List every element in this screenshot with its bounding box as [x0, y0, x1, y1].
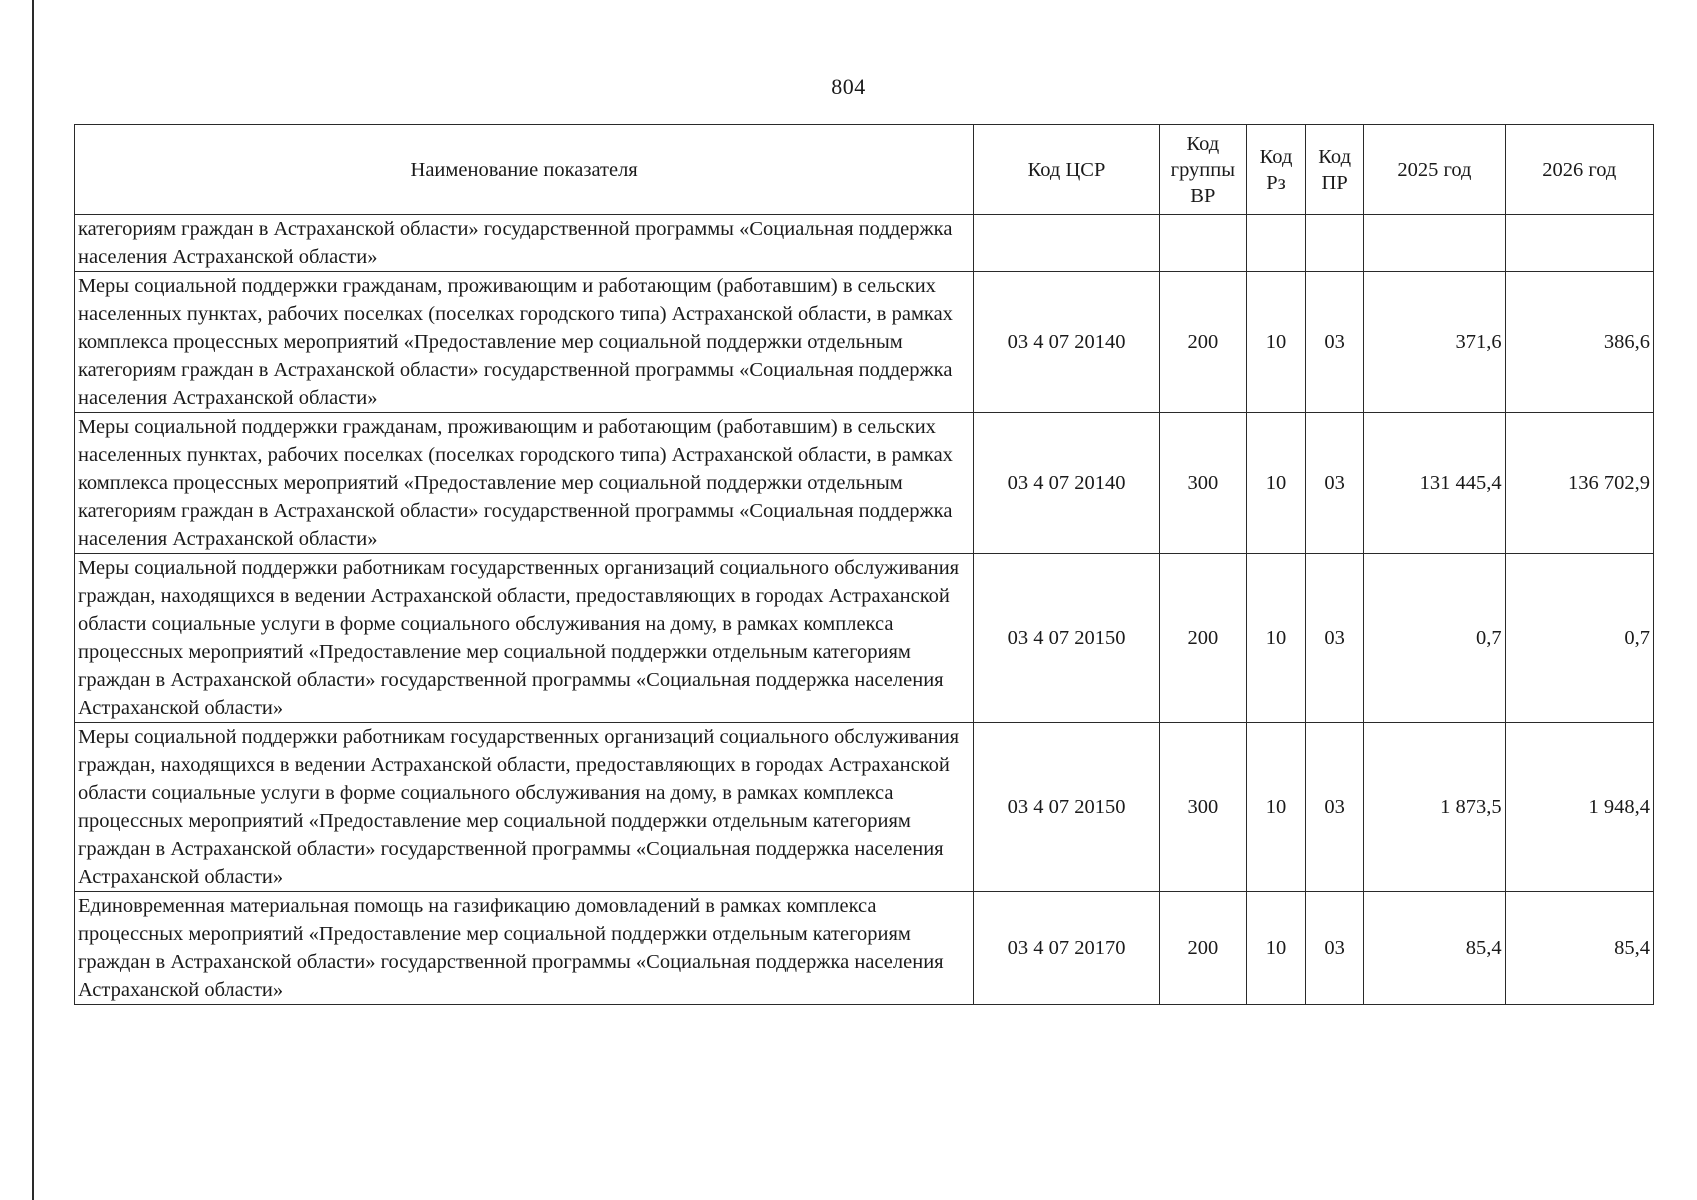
row-vr: 200	[1159, 892, 1246, 1005]
row-name: Меры социальной поддержки гражданам, проживающим и работающим (работавшим) в сельских населенных пунктах, рабочих поселках (поселках городского типа) Астраханской области, в рамках комплекса процессных мероприятий «Предоставление мер социальной поддержки отдельным категориям граждан в Астраханской области» государственной программы «Социальная поддержка населения Астраханской области»	[75, 272, 974, 413]
row-2026: 136 702,9	[1505, 413, 1653, 554]
table-row	[75, 272, 1654, 413]
row-csr: 03 4 07 20150	[974, 554, 1159, 723]
row-name: Меры социальной поддержки работникам государственных организаций социального обслуживания граждан, находящихся в ведении Астраханской области, предоставляющих в городах Астраханской области социальные услуги в форме социального обслуживания на дому, в рамках комплекса процессных мероприятий «Предоставление мер социальной поддержки отдельным категориям граждан в Астраханской области» государственной программы «Социальная поддержка населения Астраханской области»	[75, 723, 974, 892]
row-rz: 10	[1246, 272, 1305, 413]
table-row	[75, 413, 1654, 554]
row-vr: 200	[1159, 554, 1246, 723]
row-pr: 03	[1306, 272, 1364, 413]
row-2026: 85,4	[1505, 892, 1653, 1005]
header-2026: 2026 год	[1505, 125, 1653, 215]
binding-margin-line	[32, 0, 34, 1200]
header-2025: 2025 год	[1364, 125, 1505, 215]
table-row	[75, 892, 1654, 1005]
row-vr: 300	[1159, 723, 1246, 892]
table-header-row	[75, 125, 1654, 215]
row-2026: 1 948,4	[1505, 723, 1653, 892]
row-2026: 386,6	[1505, 272, 1653, 413]
header-rz: Код Рз	[1246, 125, 1305, 215]
page-number: 804	[831, 74, 866, 99]
row-pr: 03	[1306, 723, 1364, 892]
row-vr: 300	[1159, 413, 1246, 554]
header-name: Наименование показателя	[75, 125, 974, 215]
row-2026: 0,7	[1505, 554, 1653, 723]
row-vr: 200	[1159, 272, 1246, 413]
row-2025: 1 873,5	[1364, 723, 1505, 892]
row-pr: 03	[1306, 554, 1364, 723]
header-pr: Код ПР	[1306, 125, 1364, 215]
row-2025	[1364, 215, 1505, 272]
table-row	[75, 723, 1654, 892]
row-pr: 03	[1306, 892, 1364, 1005]
row-rz: 10	[1246, 554, 1305, 723]
row-rz: 10	[1246, 723, 1305, 892]
table-row	[75, 554, 1654, 723]
row-vr	[1159, 215, 1246, 272]
row-name: Единовременная материальная помощь на газификацию домовладений в рамках комплекса процессных мероприятий «Предоставление мер социальной поддержки отдельным категориям граждан в Астраханской области» государственной программы «Социальная поддержка населения Астраханской области»	[75, 892, 974, 1005]
row-csr: 03 4 07 20150	[974, 723, 1159, 892]
row-csr: 03 4 07 20140	[974, 272, 1159, 413]
row-2025: 0,7	[1364, 554, 1505, 723]
row-2025: 371,6	[1364, 272, 1505, 413]
budget-table	[74, 124, 1654, 1005]
row-2025: 131 445,4	[1364, 413, 1505, 554]
row-pr	[1306, 215, 1364, 272]
row-name: категориям граждан в Астраханской области» государственной программы «Социальная поддержка населения Астраханской области»	[75, 215, 974, 272]
header-csr: Код ЦСР	[974, 125, 1159, 215]
row-csr: 03 4 07 20140	[974, 413, 1159, 554]
row-csr	[974, 215, 1159, 272]
row-rz: 10	[1246, 413, 1305, 554]
row-csr: 03 4 07 20170	[974, 892, 1159, 1005]
row-2026	[1505, 215, 1653, 272]
row-pr: 03	[1306, 413, 1364, 554]
header-vr: Код группы ВР	[1159, 125, 1246, 215]
row-rz: 10	[1246, 892, 1305, 1005]
row-2025: 85,4	[1364, 892, 1505, 1005]
row-name: Меры социальной поддержки работникам государственных организаций социального обслуживания граждан, находящихся в ведении Астраханской области, предоставляющих в городах Астраханской области социальные услуги в форме социального обслуживания на дому, в рамках комплекса процессных мероприятий «Предоставление мер социальной поддержки отдельным категориям граждан в Астраханской области» государственной программы «Социальная поддержка населения Астраханской области»	[75, 554, 974, 723]
row-name: Меры социальной поддержки гражданам, проживающим и работающим (работавшим) в сельских населенных пунктах, рабочих поселках (поселках городского типа) Астраханской области, в рамках комплекса процессных мероприятий «Предоставление мер социальной поддержки отдельным категориям граждан в Астраханской области» государственной программы «Социальная поддержка населения Астраханской области»	[75, 413, 974, 554]
table-row	[75, 215, 1654, 272]
row-rz	[1246, 215, 1305, 272]
